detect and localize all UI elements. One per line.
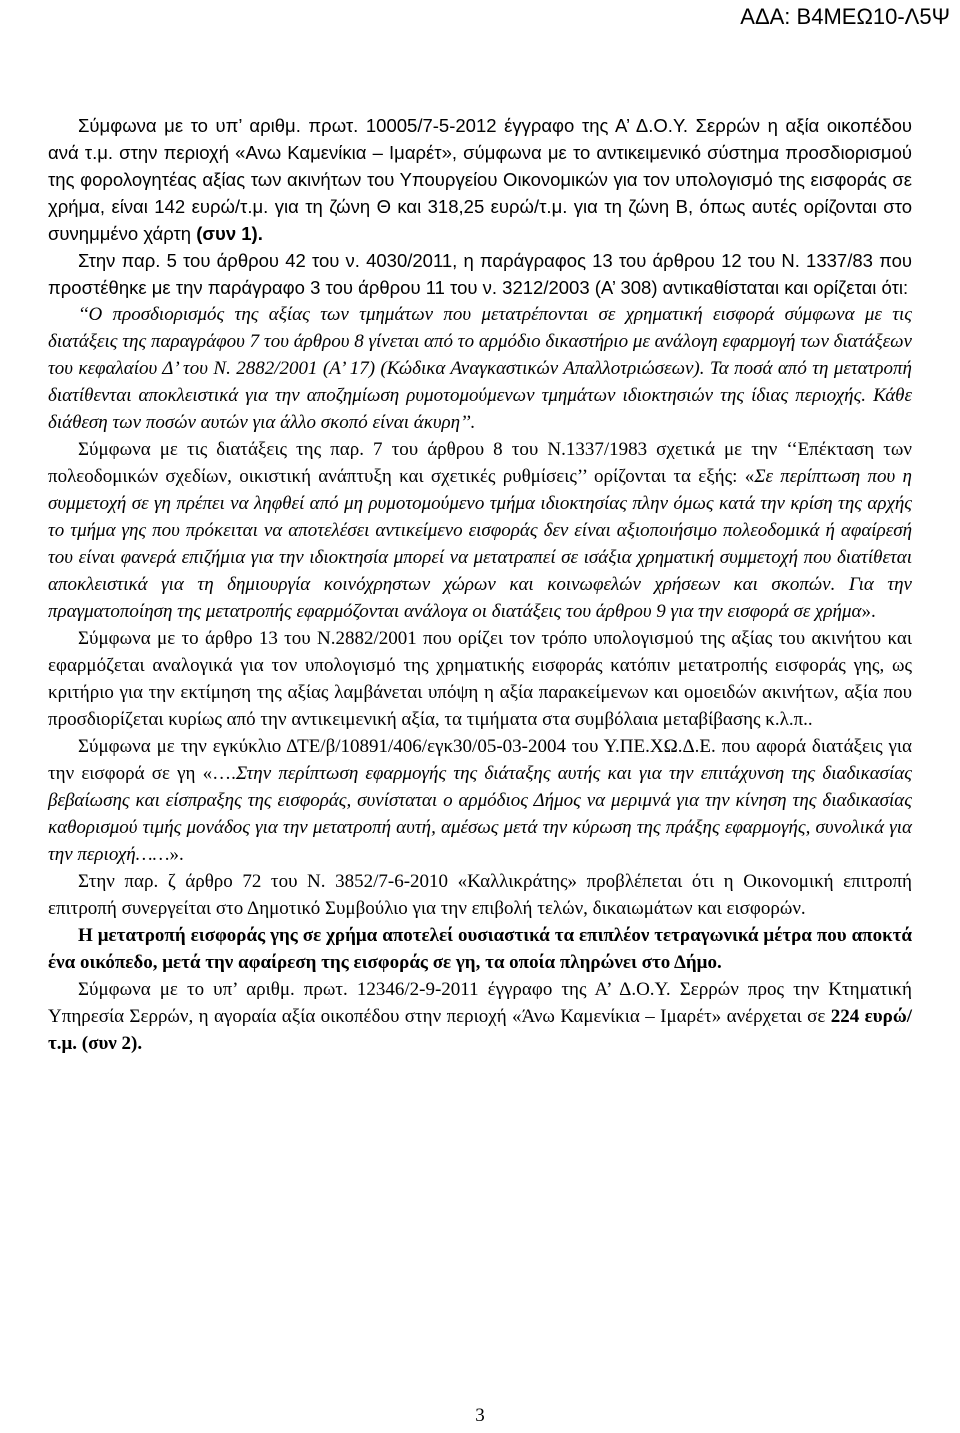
market-value-text: Σύμφωνα με το υπ’ αριθμ. πρωτ. 12346/2-9-2011 έγγραφο της Α’ Δ.Ο.Υ. Σερρών προς την Κτηματική Υπηρεσία Σερρών, η αγοραία αξία οικοπέδου στην περιοχή «Άνω Καμενίκια – Ιμαρέτ» ανέρχεται σε: [48, 979, 912, 1027]
doy-letter-text: Σύμφωνα με το υπ’ αριθμ. πρωτ. 10005/7-5-2012 έγγραφο της Α’ Δ.Ο.Υ. Σερρών η αξία οικοπέδου ανά τ.μ. στην περιοχή «Ανω Καμενίκια – Ιμαρέτ», σύμφωνα με το αντικειμενικό σύστημα προσδιορισμού της φορολογητέας αξίας των ακινήτων του Υπουργείου Οικονομικών για τον υπολογισμό της εισφοράς σε χρήμα, είναι 142 ευρώ/τ.μ. για τη ζώνη Θ και 318,25 ευρώ/τ.μ. για τη ζώνη Β, όπως αυτές ορίζονται στο συνημμένο χάρτη: [48, 115, 912, 244]
circular-intro: Σύμφωνα με την εγκύκλιο ΔΤΕ/β/10891/406/εγκ30/05-03-2004 του Υ.ΠΕ.ΧΩ.Δ.Ε. που αφορά διατάξεις για την εισφορά σε γη «….: [48, 736, 912, 784]
paragraph-law-4030: Στην παρ. 5 του άρθρου 42 του ν. 4030/2011, η παράγραφος 13 του άρθρου 12 του Ν. 1337/83 που προστέθηκε με την παράγραφο 3 του άρθρου 11 του ν. 3212/2003 (Α’ 308) αντικαθίσταται και ορίζεται ότι:: [48, 250, 912, 298]
page-number: 3: [475, 1405, 485, 1426]
paragraph-quote-law: [48, 301, 912, 436]
law-1337-intro: Σύμφωνα με τις διατάξεις της παρ. 7 του άρθρου 8 του Ν.1337/1983 σχετικά με την ‘‘Επέκταση των πολεοδομικών σχεδίων, οικιστική ανάπτυξη και σχετικές ρυθμίσεις’’ ορίζονται τα εξής: «: [48, 439, 912, 487]
document-page: [48, 112, 912, 1412]
paragraph-doy-letter: [48, 112, 912, 247]
paragraph-law-1337: [48, 436, 912, 625]
quote-law-text: ‘‘Ο προσδιορισμός της αξίας των τμημάτων που μετατρέπονται σε χρηματική εισφορά σύμφωνα με τις διατάξεις της παραγράφου 7 του άρθρου 8 γίνεται από το αρμόδιο δικαστήριο με ανάλογη εφαρμογή των διατάξεων του κεφαλαίου Δ’ του Ν. 2882/2001 (Α’ 17) (Κώδικα Αναγκαστικών Απαλλοτριώσεων). Τα ποσά από τη μετατροπή διατίθενται αποκλειστικά για την αποζημίωση ρυμοτομούμενων τμημάτων ιδιοκτησιών της ίδιας περιοχής. Κάθε διάθεση των ποσών αυτών για άλλο σκοπό είναι άκυρη’’.: [48, 304, 912, 433]
attachment-ref-1: (συν 1).: [196, 223, 263, 244]
paragraph-law-2882: Σύμφωνα με το άρθρο 13 του Ν.2882/2001 που ορίζει τον τρόπο υπολογισμού της αξίας του ακινήτου και εφαρμόζεται αναλογικά για τον υπολογισμό της χρηματικής εισφοράς κατόπιν μετατροπής εισφοράς γης, ως κριτήριο για την εκτίμηση της αξίας λαμβάνεται υπόψη η αξία παρακείμενων και ομοειδών ακινήτων, αξία που προσδιορίζεται κυρίως από την αντικειμενική αξία, τα τιμήματα στα συμβόλαια μεταβίβασης κ.λ.π..: [48, 628, 912, 730]
law-1337-end: ».: [861, 601, 876, 622]
paragraph-kallikratis: Στην παρ. ζ άρθρο 72 του Ν. 3852/7-6-2010 «Καλλικράτης» προβλέπεται ότι η Οικονομική επιτροπή επιτροπή συνεργείται στο Δημοτικό Συμβούλιο για την επιβολή τελών, δικαιωμάτων και εισφορών.: [48, 871, 912, 919]
circular-end: ».: [169, 844, 184, 865]
paragraph-circular: [48, 733, 912, 868]
ada-code: ΑΔΑ: Β4ΜΕΩ10-Λ5Ψ: [740, 4, 950, 29]
law-1337-quote: Σε περίπτωση που η συμμετοχή σε γη πρέπει να ληφθεί από μη ρυμοτομούμενο τμήμα ιδιοκτησίας πλην όμως κατά την κρίση της αρχής το τμήμα γης που πρόκειται να αποτελέσει αντικείμενο εισφοράς δεν είναι αξιοποιήσιμο πολεοδομικά ή αφαίρεσή του είναι φανερά επιζήμια για την ιδιοκτησία μπορεί να μετατραπεί σε ισάξια χρηματική συμμετοχή που διατίθεται αποκλειστικά για τη δημιουργία κοινόχρηστων χώρων και κοινωφελών χρήσεων και σκοπών. Για την πραγματοποίηση της μετατροπής εφαρμόζονται ανάλογα οι διατάξεις του άρθρου 9 για την εισφορά σε χρήμα: [48, 466, 912, 622]
paragraph-conversion-summary: [48, 922, 912, 976]
paragraph-market-value: [48, 976, 912, 1057]
conversion-summary-text: Η μετατροπή εισφοράς γης σε χρήμα αποτελεί ουσιαστικά τα επιπλέον τετραγωνικά μέτρα που αποκτά ένα οικόπεδο, μετά την αφαίρεση της εισφοράς σε γη, τα οποία πληρώνει στο Δήμο.: [48, 925, 912, 973]
market-value-amount: 224 ευρώ/τ.μ. (συν 2).: [48, 1006, 912, 1054]
circular-quote: Στην περίπτωση εφαρμογής της διάταξης αυτής και για την επιτάχυνση της διαδικασίας βεβαίωσης και είσπραξης της εισφοράς, συνίσταται ο αρμόδιος Δήμος να μεριμνά για την κίνηση της διαδικασίας καθορισμού τιμής μονάδος για την μετατροπή αυτή, αμέσως μετά την κύρωση της πράξης εφαρμογής, συνολικά για την περιοχή……: [48, 763, 913, 865]
